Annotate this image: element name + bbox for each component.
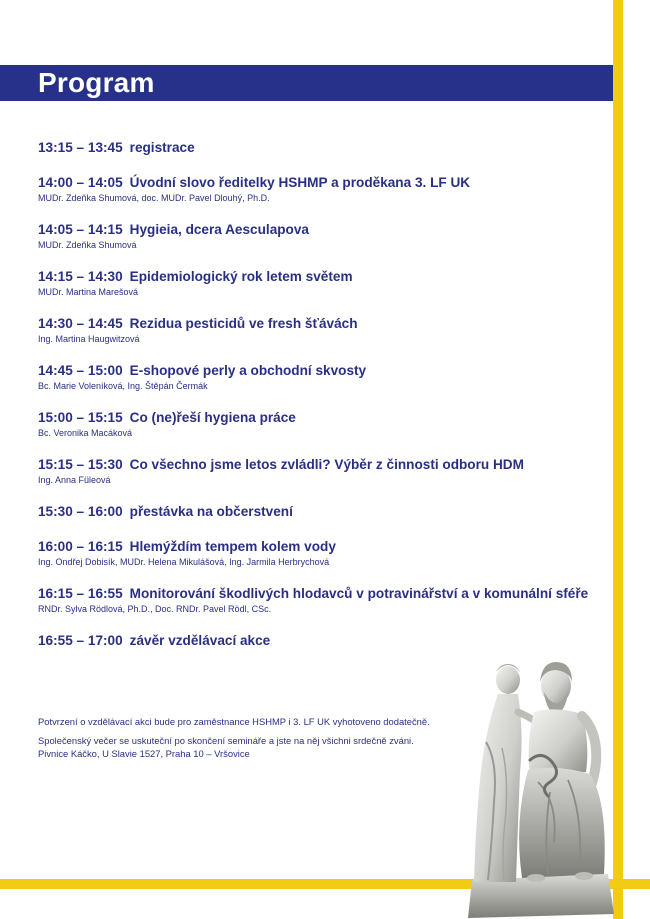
item-speakers: MUDr. Zdeňka Shumová, doc. MUDr. Pavel Dlouhý, Ph.D. — [38, 193, 270, 203]
item-title: Co (ne)řeší hygiena práce — [129, 410, 296, 425]
schedule-item — [38, 503, 608, 521]
schedule-item — [38, 456, 608, 486]
schedule-item — [38, 221, 608, 251]
item-speakers: Ing. Ondřej Dobisík, MUDr. Helena Mikulášová, Ing. Jarmila Herbrychová — [38, 557, 330, 567]
item-time: 14:05 – 14:15 — [38, 222, 123, 237]
schedule-item — [38, 362, 608, 392]
item-title: Co všechno jsme letos zvládli? Výběr z činnosti odboru HDM — [129, 457, 524, 472]
schedule-item — [38, 315, 608, 345]
item-speakers: RNDr. Sylva Rödlová, Ph.D., Doc. RNDr. Pavel Rödl, CSc. — [38, 604, 272, 614]
item-speakers: Bc. Marie Voleníková, Ing. Štěpán Čermák — [38, 381, 208, 391]
item-speakers: Ing. Martina Haugwitzová — [38, 334, 140, 344]
schedule-item — [38, 632, 608, 650]
item-time: 15:30 – 16:00 — [38, 504, 123, 519]
item-title: přestávka na občerstvení — [129, 504, 293, 519]
evening-invite: Společenský večer se uskuteční po skončení semináře a jste na něj všichni srdečně zváni. — [38, 735, 414, 746]
item-title: Monitorování škodlivých hlodavců v potravinářství a v komunální sféře — [129, 586, 589, 601]
venue-address: Pivnice Káčko, U Slavie 1527, Praha 10 – Vršovice — [38, 748, 250, 759]
item-title: Rezidua pesticidů ve fresh šťávách — [129, 316, 358, 331]
page-title: Program — [38, 67, 155, 98]
item-speakers: MUDr. Zdeňka Shumová — [38, 240, 137, 250]
item-title: E-shopové perly a obchodní skvosty — [129, 363, 367, 378]
item-title: Hygieia, dcera Aesculapova — [129, 222, 309, 237]
schedule-item — [38, 409, 608, 439]
schedule-item — [38, 585, 608, 615]
item-time: 16:00 – 16:15 — [38, 539, 123, 554]
item-time: 16:15 – 16:55 — [38, 586, 123, 601]
item-time: 14:15 – 14:30 — [38, 269, 123, 284]
schedule-item — [38, 174, 608, 204]
item-time: 15:15 – 15:30 — [38, 457, 123, 472]
item-title: Epidemiologický rok letem světem — [129, 269, 353, 284]
schedule-item — [38, 268, 608, 298]
item-time: 15:00 – 15:15 — [38, 410, 123, 425]
item-title: závěr vzdělávací akce — [129, 633, 271, 648]
footer-notes — [38, 716, 468, 767]
program-schedule — [38, 139, 608, 650]
item-time: 14:45 – 15:00 — [38, 363, 123, 378]
item-title: registrace — [129, 140, 195, 155]
asclepius-hygieia-statue-icon — [458, 652, 628, 919]
item-time: 14:00 – 14:05 — [38, 175, 123, 190]
item-time: 16:55 – 17:00 — [38, 633, 123, 648]
item-speakers: Bc. Veronika Macáková — [38, 428, 133, 438]
schedule-item — [38, 538, 608, 568]
item-speakers: MUDr. Martina Marešová — [38, 287, 139, 297]
certificate-note: Potvrzení o vzdělávací akci bude pro zaměstnance HSHMP i 3. LF UK vyhotoveno dodatečně. — [38, 716, 430, 727]
item-speakers: Ing. Anna Füleová — [38, 475, 111, 485]
item-title: Hlemýždím tempem kolem vody — [129, 539, 336, 554]
item-title: Úvodní slovo ředitelky HSHMP a proděkana 3. LF UK — [129, 175, 471, 190]
program-banner — [0, 65, 613, 101]
schedule-item — [38, 139, 608, 157]
item-time: 13:15 – 13:45 — [38, 140, 123, 155]
item-time: 14:30 – 14:45 — [38, 316, 123, 331]
